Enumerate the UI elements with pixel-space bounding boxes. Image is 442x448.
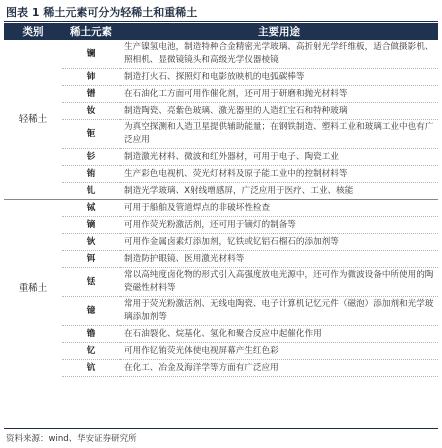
element-cell: 铒	[62, 251, 120, 268]
header-use: 主要用途	[120, 23, 438, 40]
bottom-rule	[4, 428, 438, 429]
table-row	[4, 86, 438, 103]
table-row	[4, 268, 438, 297]
use-cell: 制造陶瓷、亮紫色玻璃、激光器里的人造红宝石和特种玻璃	[120, 103, 438, 120]
header-row	[4, 23, 438, 40]
table-row	[4, 234, 438, 251]
element-cell: 铥	[62, 268, 120, 297]
element-cell: 钬	[62, 234, 120, 251]
table-row	[4, 343, 438, 360]
use-cell: 在化工、冶金及海洋学等方面有广泛应用	[120, 360, 438, 377]
element-cell: 钷	[62, 120, 120, 149]
table-row	[4, 360, 438, 377]
use-cell: 可用作金属卤素灯添加剂，钇铁或钇铝石榴石的添加剂等	[120, 234, 438, 251]
rare-earth-table	[4, 23, 438, 377]
element-cell: 钆	[62, 183, 120, 200]
use-cell: 制造防护眼镜、医用激光材料等	[120, 251, 438, 268]
header-category: 类别	[4, 23, 62, 40]
table-body	[4, 40, 438, 377]
element-cell: 钕	[62, 103, 120, 120]
use-cell: 制造光学玻璃、X射线增感屏，广泛应用于医疗、工业、核能	[120, 183, 438, 200]
use-cell: 制造打火石、探照灯和电影放映机的电弧碳棒等	[120, 69, 438, 86]
table-row	[4, 40, 438, 69]
element-cell: 镨	[62, 86, 120, 103]
table-row	[4, 120, 438, 149]
element-cell: 钪	[62, 360, 120, 377]
table-row	[4, 297, 438, 326]
use-cell: 为真空探测和人造卫星提供辅助能量；在钢铁制造、塑料工业和玻璃工业中也有广泛应用	[120, 120, 438, 149]
table-row	[4, 166, 438, 183]
use-cell: 生产镍氢电池，制造特种合金精密光学玻璃、高折射光学纤维板，适合做摄影机、照相机、显微镜镜头和高级光学仪器棱镜	[120, 40, 438, 69]
use-cell: 常以高纯度卤化物的形式引入高强度放电光源中，还可作为微波设备中所使用的陶瓷磁性材料等	[120, 268, 438, 297]
use-cell: 常用于荧光粉激活剂、无线电陶瓷、电子计算机记忆元件（磁泡）添加剂和光学玻璃添加剂等	[120, 297, 438, 326]
table-row	[4, 200, 438, 217]
use-cell: 可用作钇铕荧光体使电视屏幕产生红色彩	[120, 343, 438, 360]
element-cell: 铈	[62, 69, 120, 86]
header-element: 稀土元素	[62, 23, 120, 40]
table-row	[4, 103, 438, 120]
use-cell: 可用于船舶及管道焊点的非破坏性检查	[120, 200, 438, 217]
use-cell: 可用作荧光粉激活剂，还可用于镝灯的制备等	[120, 217, 438, 234]
top-rule	[4, 21, 438, 22]
table-row	[4, 69, 438, 86]
table-row	[4, 326, 438, 343]
element-cell: 镝	[62, 217, 120, 234]
table-row	[4, 149, 438, 166]
category-cell: 重稀土	[18, 282, 48, 294]
table-row	[4, 183, 438, 200]
category-cell: 轻稀土	[4, 40, 62, 200]
table-row	[4, 251, 438, 268]
use-cell: 制造激光材料、微波和红外器材，可用于电子、陶瓷工业	[120, 149, 438, 166]
element-cell: 镥	[62, 326, 120, 343]
element-cell: 镱	[62, 297, 120, 326]
element-cell: 钇	[62, 343, 120, 360]
use-cell: 在石油化工方面可用作催化剂，还可用于研磨和抛光材料等	[120, 86, 438, 103]
element-cell: 镧	[62, 40, 120, 69]
source-note: 资料来源：wind、华安证券研究所	[6, 434, 137, 444]
use-cell: 生产彩色电视机、荧光灯材料及原子能工业中的控制材料等	[120, 166, 438, 183]
figure-title: 图表 1 稀土元素可分为轻稀土和重稀土	[6, 6, 198, 19]
element-cell: 钐	[62, 149, 120, 166]
element-cell: 铽	[62, 200, 120, 217]
element-cell: 铕	[62, 166, 120, 183]
use-cell: 在石油裂化、烷基化、氢化和聚合反应中起催化作用	[120, 326, 438, 343]
table-row	[4, 217, 438, 234]
